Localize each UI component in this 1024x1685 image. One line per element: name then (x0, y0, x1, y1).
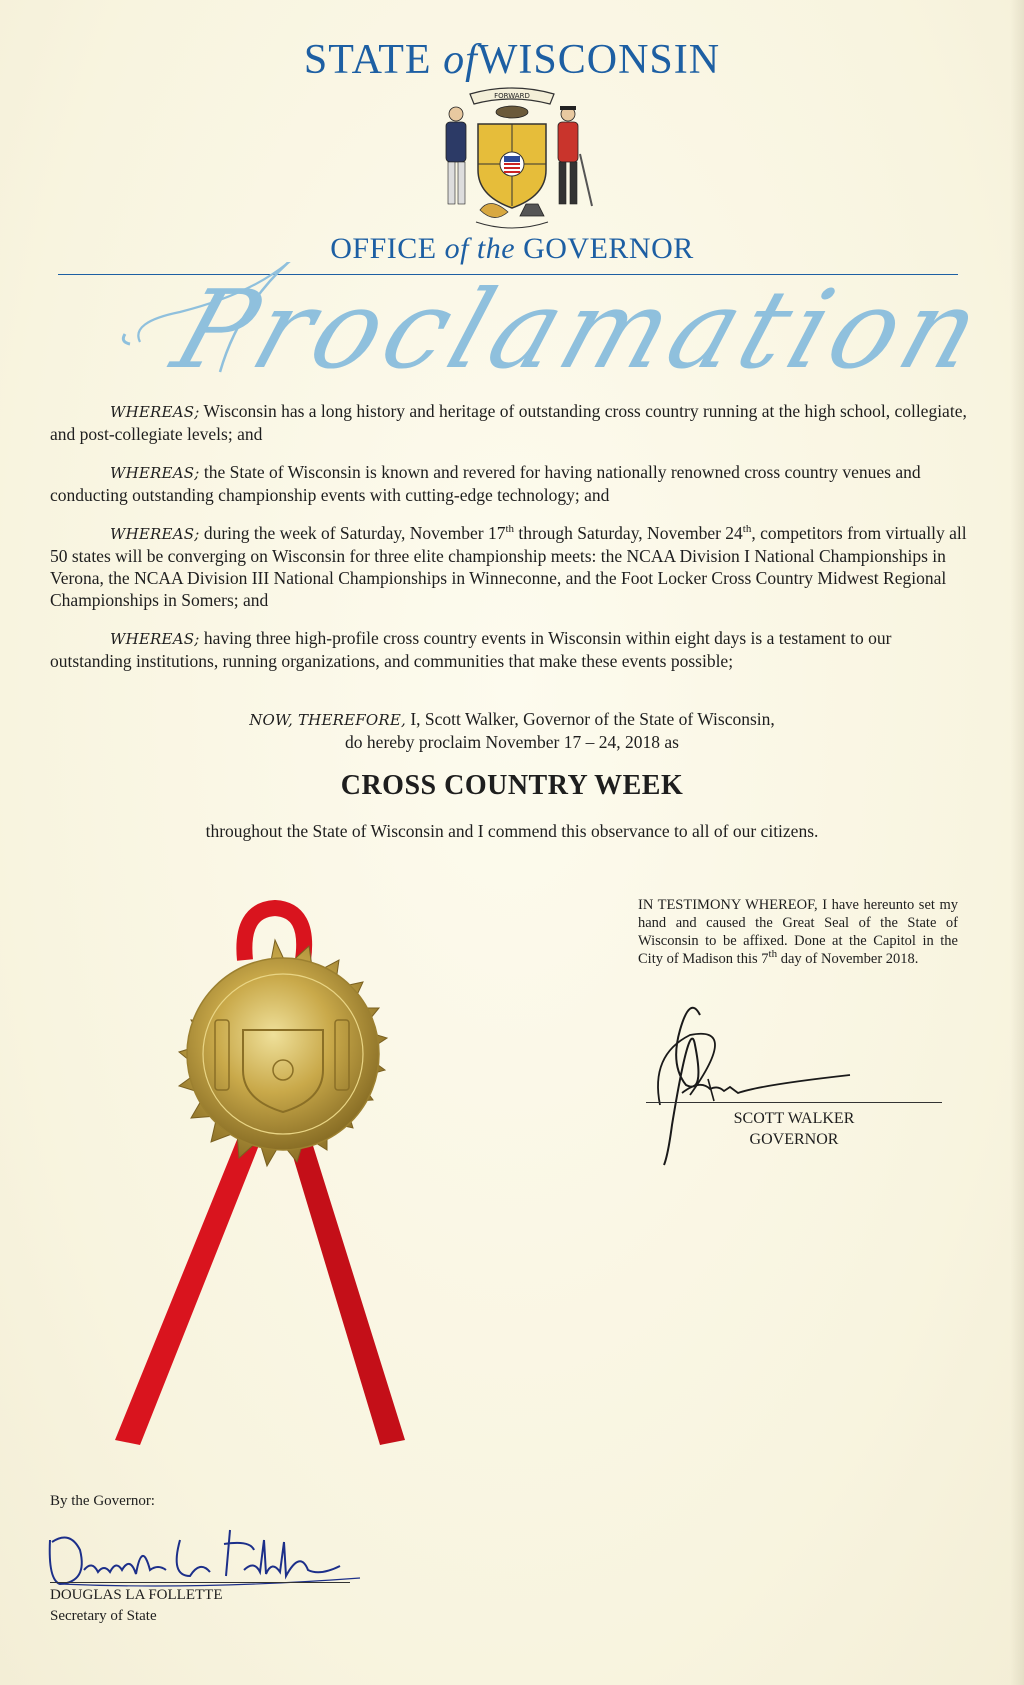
great-seal-icon (95, 900, 455, 1460)
seal-motto: FORWARD (494, 92, 530, 100)
whereas-paragraph-1: WHEREAS; Wisconsin has a long history and heritage of outstanding cross country running at the high school, collegiate, and post-collegiate levels; and (50, 401, 967, 444)
whereas-paragraph-2: WHEREAS; the State of Wisconsin is known and revered for having nationally renowned cross country venues and conducting outstanding championship events with cutting-edge technology; and (50, 462, 921, 505)
testimony-block: IN TESTIMONY WHEREOF, I have hereunto set my hand and caused the Great Seal of the State of Wisconsin to be affixed. Done at the Capitol in the City of Madison this 7th day of November 2018. (638, 897, 958, 967)
by-the-governor-label: By the Governor: (50, 1493, 155, 1509)
now-therefore-clause: NOW, THEREFORE, I, Scott Walker, Governor of the State of Wisconsin, do hereby proclaim November 17 – 24, 2018 as (249, 709, 775, 752)
office-title: OFFICE of the GOVERNOR (330, 232, 694, 265)
whereas-paragraph-3: WHEREAS; during the week of Saturday, November 17th through Saturday, November 24th, competitors from virtually all 50 states will be converging on Wisconsin for three elite championship meets: the NCAA Division I National Championships in Verona, the NCAA Division III National Championships in Winneconne, and the Foot Locker Cross Country Midwest Regional Championships in Somers; and (50, 523, 967, 610)
state-title: STATE ofWISCONSIN (303, 37, 721, 83)
proclamation-script-title: Proclamation (120, 262, 920, 397)
secretary-name-block: DOUGLAS LA FOLLETTE Secretary of State (50, 1587, 223, 1624)
governor-name-block: SCOTT WALKER GOVERNOR (733, 1110, 855, 1148)
whereas-clauses (50, 400, 968, 688)
whereas-paragraph-4: WHEREAS; having three high-profile cross country events in Wisconsin within eight days is a testament to our outstanding institutions, running organizations, and communities that make these events possible; (50, 628, 892, 671)
proclaimed-week-title: CROSS COUNTRY WEEK (340, 770, 684, 801)
wisconsin-coat-of-arms-icon (420, 84, 604, 238)
commend-line: throughout the State of Wisconsin and I commend this observance to all of our citizens. (205, 821, 819, 841)
governor-signature-line (646, 1102, 942, 1103)
secretary-signature-line (50, 1582, 350, 1583)
secretary-signature-icon (40, 1520, 380, 1590)
